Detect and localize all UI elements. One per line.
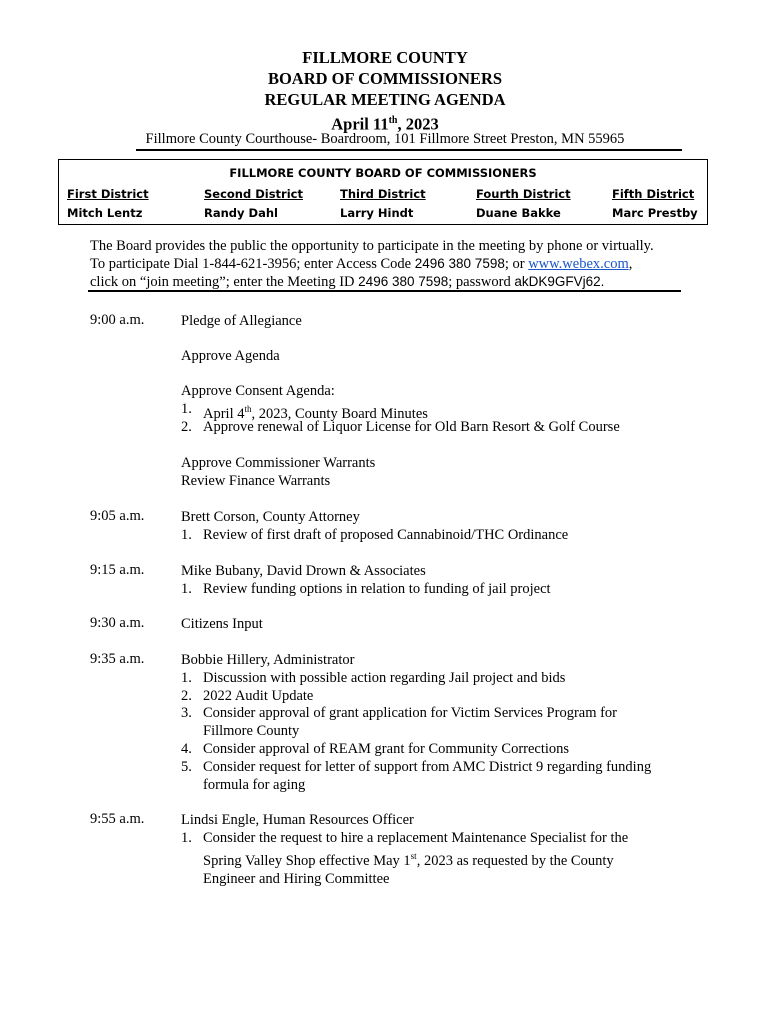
warrants-item: Review Finance Warrants [181, 473, 331, 489]
note-line-1: The Board provides the public the opportunity to participate in the meeting by phone or virtually. [90, 238, 654, 254]
consent-agenda-title: Approve Consent Agenda: [181, 383, 335, 399]
item-text: Review of first draft of proposed Cannabinoid/THC Ordinance [203, 527, 569, 543]
commissioner-name: Duane Bakke [476, 206, 561, 220]
agenda-subitem [181, 687, 661, 705]
district-label: Fifth District [612, 187, 695, 201]
citizens-input: Citizens Input [181, 616, 263, 632]
item-text: Discussion with possible action regarding Jail project and bids [203, 670, 566, 686]
item-text: Review funding options in relation to funding of jail project [203, 581, 551, 597]
webex-link[interactable]: www.webex.com [528, 256, 629, 272]
agenda-time: 9:35 a.m. [90, 651, 145, 667]
agenda-time: 9:00 a.m. [90, 312, 145, 328]
header-rule [136, 149, 682, 151]
commissioner-name: Larry Hindt [340, 206, 414, 220]
item-text: Consider approval of REAM grant for Community Corrections [203, 741, 570, 757]
agenda-subitem [181, 704, 661, 740]
item-number: 4. [181, 741, 192, 757]
commissioner-name: Mitch Lentz [67, 206, 143, 220]
item-number: 1. [181, 670, 192, 686]
item-number: 1. [181, 401, 192, 417]
commissioner-name: Randy Dahl [204, 206, 278, 220]
date-year: , 2023 [397, 114, 439, 134]
presenter: Mike Bubany, David Drown & Associates [181, 563, 426, 579]
participation-note [90, 237, 690, 291]
comma-text: , [628, 256, 633, 272]
join-text: click on “join meeting”; enter the Meeting ID [90, 274, 359, 290]
presenter: Bobbie Hillery, Administrator [181, 652, 355, 668]
board-title: FILLMORE COUNTY BOARD OF COMMISSIONERS [229, 166, 537, 180]
note-line-2 [90, 255, 690, 273]
item-number: 1. [181, 527, 192, 543]
access-code: 2496 380 7598 [414, 256, 505, 271]
note-rule [88, 290, 681, 292]
item-number: 5. [181, 759, 192, 775]
agenda-subitem [181, 580, 661, 598]
agenda-time: 9:15 a.m. [90, 562, 145, 578]
district-label: Third District [340, 187, 426, 201]
pledge-item: Pledge of Allegiance [181, 313, 302, 329]
dial-text: To participate Dial 1-844-621-3956; enter Access Code [90, 256, 415, 272]
agenda-subitem [181, 526, 661, 544]
item-number: 2. [181, 688, 192, 704]
agenda-time: 9:30 a.m. [90, 615, 145, 631]
period-text: . [600, 274, 605, 289]
item-number: 1. [181, 830, 192, 846]
item-text: April 4 [203, 405, 245, 422]
agenda-time: 9:05 a.m. [90, 508, 145, 524]
agenda-time: 9:55 a.m. [90, 811, 145, 827]
item-text-suffix: , 2023 as requested by the County Engineer and Hiring Committee [203, 852, 614, 887]
district-label: First District [67, 187, 149, 201]
warrants-item: Approve Commissioner Warrants [181, 455, 376, 471]
item-text: Consider request for letter of support from AMC District 9 regarding funding formula for aging [203, 759, 652, 793]
item-text-suffix: , 2023, County Board Minutes [251, 405, 428, 422]
commissioners-box [58, 159, 708, 225]
title-board: BOARD OF COMMISSIONERS [267, 69, 503, 88]
approve-agenda-item: Approve Agenda [181, 348, 280, 364]
item-sup: th [244, 404, 252, 414]
district-label: Fourth District [476, 187, 571, 201]
item-number: 1. [181, 581, 192, 597]
agenda-subitem [181, 829, 655, 888]
title-agenda: REGULAR MEETING AGENDA [264, 90, 506, 109]
item-text: Consider the request to hire a replacement Maintenance Specialist for the Spring Valley Shop effective May 1 [203, 830, 629, 869]
commissioner-name: Marc Prestby [612, 206, 698, 220]
agenda-subitem [181, 758, 681, 794]
note-line-3 [90, 273, 690, 291]
presenter: Lindsi Engle, Human Resources Officer [181, 812, 414, 828]
item-text: Approve renewal of Liquor License for Old Barn Resort & Golf Course [203, 419, 620, 435]
title-county: FILLMORE COUNTY [302, 48, 468, 67]
item-number: 2. [181, 419, 192, 435]
consent-item [181, 418, 701, 436]
agenda-subitem [181, 740, 661, 758]
presenter: Brett Corson, County Attorney [181, 509, 360, 525]
item-text: 2022 Audit Update [203, 688, 314, 704]
meeting-id: 2496 380 7598 [358, 274, 449, 289]
item-sup: st [410, 851, 417, 861]
password-label: ; password [448, 274, 515, 290]
meeting-location: Fillmore County Courthouse- Boardroom, 101 Fillmore Street Preston, MN 55965 [145, 131, 625, 147]
or-text: ; or [504, 256, 529, 272]
date-text: April 11 [331, 114, 389, 134]
date-sup: th [388, 115, 398, 126]
meeting-password: akDK9GFVj62 [514, 274, 601, 289]
agenda-subitem [181, 669, 661, 687]
item-number: 3. [181, 705, 192, 721]
district-label: Second District [204, 187, 303, 201]
item-text: Consider approval of grant application for Victim Services Program for Fillmore County [203, 705, 618, 739]
